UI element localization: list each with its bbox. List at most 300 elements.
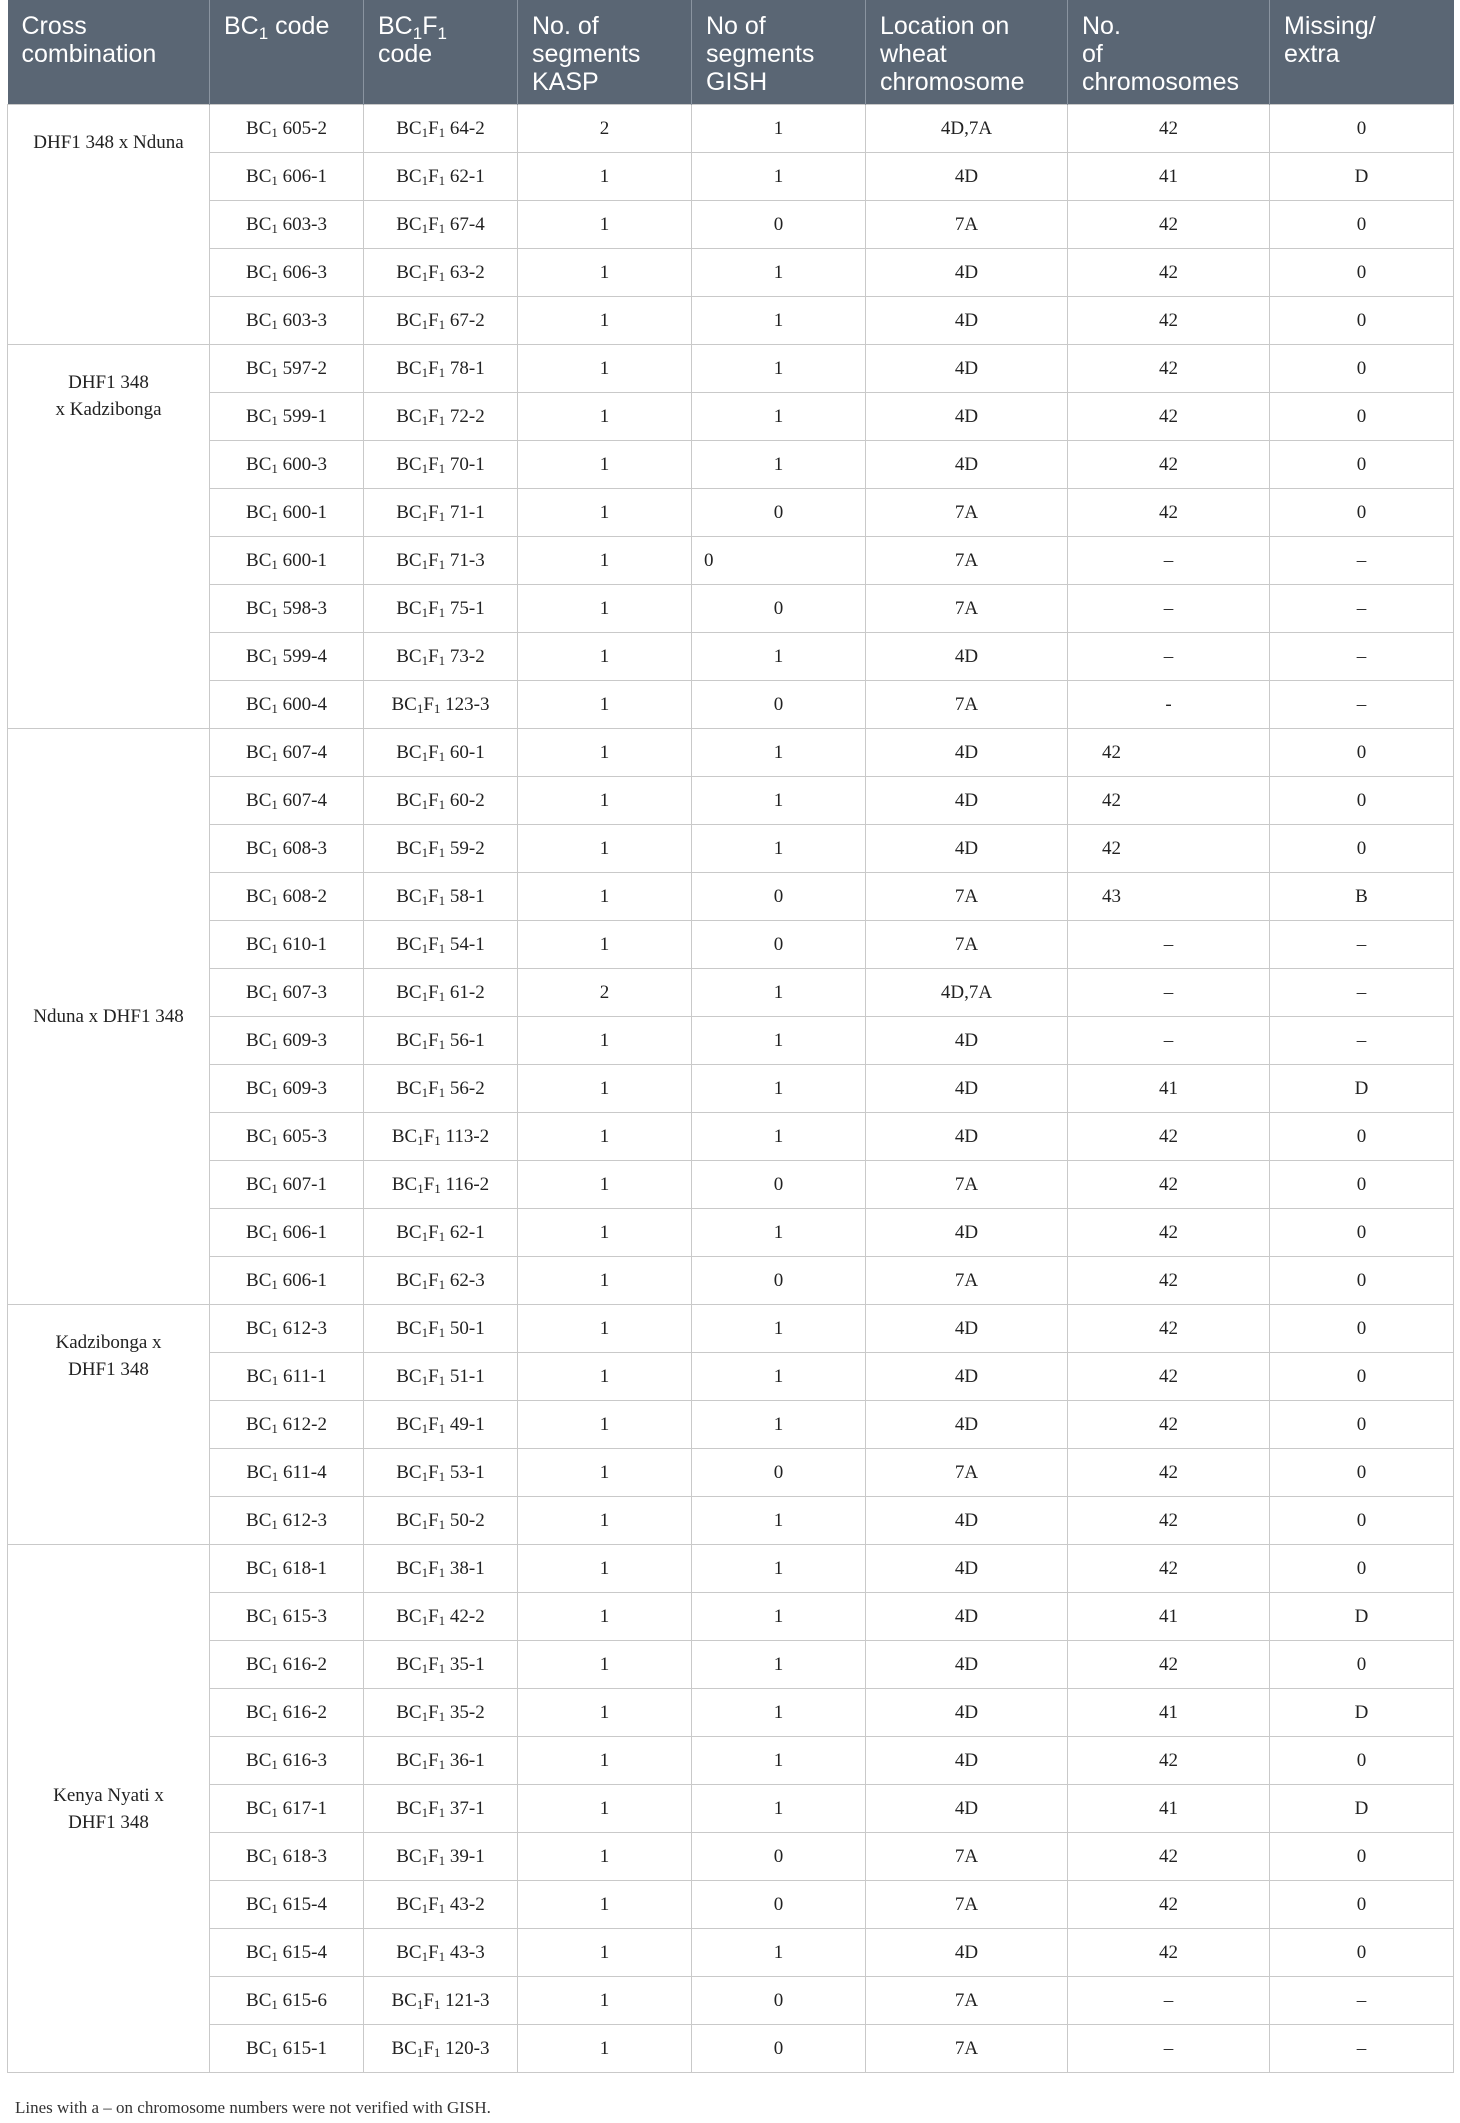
gish-segments-cell — [692, 153, 866, 201]
bc1-code-cell — [210, 777, 364, 825]
gish-segments-cell — [692, 393, 866, 441]
kasp-segments-value: 1 — [599, 213, 610, 235]
gish-segments-value: 1 — [773, 1557, 784, 1579]
missing-extra-value: 0 — [1356, 1653, 1367, 1675]
code-prefix: $BC_1F_1$ — [391, 693, 441, 716]
missing-extra-value: 0 — [1356, 741, 1367, 763]
bc1f1-code-cell — [364, 1161, 518, 1209]
chromosome-location-cell — [866, 441, 1068, 489]
chromosome-count-value: 42 — [1159, 1461, 1178, 1483]
gish-segments-value: 1 — [773, 453, 784, 475]
kasp-segments-cell — [518, 1017, 692, 1065]
code-prefix: $BC_1F_1$ — [396, 1941, 446, 1964]
bc1-code-value: 616-3 — [282, 1749, 327, 1771]
chromosome-count-value: 43 — [1102, 885, 1121, 907]
kasp-segments-cell — [518, 1641, 692, 1689]
kasp-segments-value: 1 — [599, 501, 610, 523]
gish-segments-value: 0 — [773, 597, 784, 619]
kasp-segments-value: 1 — [599, 165, 610, 187]
gish-segments-value: 0 — [773, 693, 784, 715]
bc1-code-cell — [210, 969, 364, 1017]
chromosome-count-value: – — [1163, 597, 1174, 619]
column-header: Cross combination — [8, 0, 210, 105]
kasp-segments-value: 1 — [599, 1029, 610, 1051]
chromosome-location-value: 4D — [954, 1317, 979, 1339]
bc1-code-value: 615-6 — [282, 1989, 327, 2011]
missing-extra-cell — [1270, 777, 1454, 825]
kasp-segments-cell — [518, 201, 692, 249]
chromosome-count-cell — [1068, 921, 1270, 969]
chromosome-count-cell — [1068, 1545, 1270, 1593]
chromosome-location-cell — [866, 1737, 1068, 1785]
table-row — [8, 1641, 1454, 1689]
bc1f1-code-value: 43-2 — [449, 1893, 485, 1915]
code-prefix: $BC_1F_1$ — [396, 597, 446, 620]
chromosome-location-value: 4D — [954, 1605, 979, 1627]
gish-segments-value: 1 — [773, 789, 784, 811]
code-prefix: $BC_1$ — [246, 1605, 278, 1628]
gish-segments-cell — [692, 825, 866, 873]
chromosome-count-cell — [1068, 1113, 1270, 1161]
chromosome-location-cell — [866, 633, 1068, 681]
bc1f1-code-value: 120-3 — [445, 2037, 490, 2059]
missing-extra-cell — [1270, 537, 1454, 585]
table-row — [8, 1065, 1454, 1113]
bc1f1-code-cell — [364, 297, 518, 345]
chromosome-count-value: 42 — [1102, 789, 1121, 811]
bc1-code-value: 598-3 — [282, 597, 327, 619]
chromosome-count-cell — [1068, 1833, 1270, 1881]
kasp-segments-value: 1 — [599, 1749, 610, 1771]
table-row — [8, 1689, 1454, 1737]
chromosome-count-cell — [1068, 585, 1270, 633]
gish-segments-cell — [692, 489, 866, 537]
bc1-code-value: 615-3 — [282, 1605, 327, 1627]
missing-extra-value: 0 — [1356, 1221, 1367, 1243]
bc1-code-cell — [210, 105, 364, 153]
gish-segments-value: 1 — [773, 1653, 784, 1675]
kasp-segments-cell — [518, 489, 692, 537]
code-prefix: $BC_1$ — [246, 1413, 278, 1436]
code-prefix: $BC_1F_1$ — [396, 789, 446, 812]
chromosome-count-cell — [1068, 1257, 1270, 1305]
missing-extra-value: 0 — [1356, 1269, 1367, 1291]
chromosome-location-cell — [866, 1545, 1068, 1593]
gish-segments-cell — [692, 1449, 866, 1497]
gish-segments-cell — [692, 1977, 866, 2025]
kasp-segments-cell — [518, 681, 692, 729]
bc1f1-code-value: 62-1 — [449, 1221, 485, 1243]
missing-extra-value: D — [1354, 1077, 1369, 1099]
gish-segments-value: 1 — [773, 117, 784, 139]
bc1-code-cell — [210, 1785, 364, 1833]
bc1f1-code-cell — [364, 1209, 518, 1257]
bc1-code-value: 606-1 — [282, 1269, 327, 1291]
bc1f1-code-value: 36-1 — [449, 1749, 485, 1771]
gish-segments-value: 0 — [773, 501, 784, 523]
code-prefix: $BC_1$ — [246, 981, 278, 1004]
chromosome-count-value: – — [1163, 1029, 1174, 1051]
cross-combination-line: DHF1 348 — [68, 1811, 149, 1833]
missing-extra-value: D — [1354, 1701, 1369, 1723]
bc1-code-value: 611-4 — [282, 1461, 327, 1483]
kasp-segments-cell — [518, 1545, 692, 1593]
bc1f1-code-cell — [364, 1401, 518, 1449]
bc1-code-cell — [210, 729, 364, 777]
bc1f1-code-value: 54-1 — [449, 933, 485, 955]
bc1-code-value: 605-3 — [282, 1125, 327, 1147]
code-prefix: $BC_1F_1$ — [396, 501, 446, 524]
missing-extra-value: – — [1356, 693, 1367, 715]
code-prefix: $BC_1F_1$ — [396, 1461, 446, 1484]
gish-segments-cell — [692, 1305, 866, 1353]
missing-extra-value: 0 — [1356, 453, 1367, 475]
table-row — [8, 1449, 1454, 1497]
chromosome-location-value: 4D — [954, 261, 979, 283]
chromosome-location-cell — [866, 153, 1068, 201]
bc1-code-value: 612-2 — [282, 1413, 327, 1435]
missing-extra-cell — [1270, 1113, 1454, 1161]
bc1-code-value: 616-2 — [282, 1701, 327, 1723]
chromosome-location-cell — [866, 825, 1068, 873]
code-prefix: $BC_1$ — [246, 1125, 278, 1148]
code-prefix: $BC_1F_1$ — [396, 1653, 446, 1676]
code-prefix: $BC_1$ — [246, 1269, 278, 1292]
chromosome-count-cell — [1068, 1161, 1270, 1209]
bc1-code-value: 607-4 — [282, 789, 327, 811]
chromosome-count-value: 42 — [1159, 1365, 1178, 1387]
table-row — [8, 1737, 1454, 1785]
gish-segments-cell — [692, 777, 866, 825]
gish-segments-value: 0 — [773, 1989, 784, 2011]
kasp-segments-cell — [518, 1065, 692, 1113]
gish-segments-cell — [692, 345, 866, 393]
table-row — [8, 1545, 1454, 1593]
gish-segments-value: 1 — [773, 741, 784, 763]
table-row — [8, 873, 1454, 921]
code-prefix: $BC_1$ — [246, 693, 278, 716]
chromosome-location-value: 4D — [954, 165, 979, 187]
gish-segments-cell — [692, 2025, 866, 2073]
missing-extra-value: – — [1356, 1989, 1367, 2011]
column-header: No of segments GISH — [692, 0, 866, 105]
bc1-code-value: 603-3 — [282, 213, 327, 235]
missing-extra-cell — [1270, 1257, 1454, 1305]
gish-segments-cell — [692, 1209, 866, 1257]
chromosome-location-value: 7A — [954, 2037, 979, 2059]
bc1-code-value: 600-4 — [282, 693, 327, 715]
missing-extra-value: 0 — [1356, 213, 1367, 235]
kasp-segments-cell — [518, 537, 692, 585]
missing-extra-value: – — [1356, 1029, 1367, 1051]
table-row — [8, 681, 1454, 729]
kasp-segments-value: 1 — [599, 405, 610, 427]
bc1f1-code-cell — [364, 1785, 518, 1833]
missing-extra-value: 0 — [1356, 1317, 1367, 1339]
code-prefix: $BC_1$ — [246, 1077, 278, 1100]
chromosome-count-cell — [1068, 1737, 1270, 1785]
kasp-segments-value: 1 — [599, 309, 610, 331]
chromosome-location-cell — [866, 1353, 1068, 1401]
bc1f1-code-value: 71-3 — [449, 549, 485, 571]
bc1f1-code-cell — [364, 681, 518, 729]
code-prefix: $BC_1F_1$ — [396, 1029, 446, 1052]
bc1f1-code-value: 61-2 — [449, 981, 485, 1003]
missing-extra-value: 0 — [1356, 1509, 1367, 1531]
chromosome-count-cell — [1068, 1065, 1270, 1113]
chromosome-location-value: 7A — [954, 885, 979, 907]
bc1-code-value: 609-3 — [282, 1029, 327, 1051]
code-prefix: $BC_1$ — [246, 1557, 278, 1580]
chromosome-location-cell — [866, 1785, 1068, 1833]
bc1f1-code-value: 56-1 — [449, 1029, 485, 1051]
code-prefix: $BC_1F_1$ — [391, 2037, 441, 2060]
bc1-code-value: 612-3 — [282, 1509, 327, 1531]
table-row — [8, 777, 1454, 825]
bc1f1-code-value: 75-1 — [449, 597, 485, 619]
code-prefix: $BC_1$ — [246, 933, 278, 956]
bc1f1-code-value: 50-1 — [449, 1317, 485, 1339]
bc1-code-value: 615-4 — [282, 1941, 327, 1963]
column-header: $BC_1F_1$ code — [364, 0, 518, 105]
chromosome-count-value: 42 — [1159, 1509, 1178, 1531]
gish-segments-value: 0 — [773, 1893, 784, 1915]
code-prefix: $BC_1$ — [246, 1989, 278, 2012]
bc1-code-cell — [210, 1833, 364, 1881]
bc1f1-code-value: 64-2 — [449, 117, 485, 139]
cross-combination-line: Nduna x DHF1 348 — [33, 1006, 184, 1027]
cross-combination-line: x Kadzibonga — [55, 399, 162, 420]
code-prefix: $BC_1$ — [246, 1221, 278, 1244]
kasp-segments-value: 1 — [599, 789, 610, 811]
chromosome-location-value: 4D — [954, 645, 979, 667]
code-prefix: $BC_1F_1$ — [396, 1269, 446, 1292]
chromosome-location-cell — [866, 1977, 1068, 2025]
chromosome-location-cell — [866, 1305, 1068, 1353]
missing-extra-cell — [1270, 297, 1454, 345]
chromosome-location-cell — [866, 393, 1068, 441]
missing-extra-cell — [1270, 249, 1454, 297]
kasp-segments-value: 1 — [599, 693, 610, 715]
kasp-segments-cell — [518, 1161, 692, 1209]
chromosome-count-value: 42 — [1159, 1941, 1178, 1963]
gish-segments-value: 1 — [773, 1365, 784, 1387]
gish-segments-cell — [692, 1785, 866, 1833]
gish-segments-value: 1 — [773, 1221, 784, 1243]
cross-combination-line: DHF1 348 — [68, 1359, 149, 1380]
bc1f1-code-cell — [364, 921, 518, 969]
chromosome-location-value: 7A — [954, 1269, 979, 1291]
kasp-segments-value: 1 — [599, 1605, 610, 1627]
chromosome-count-cell — [1068, 393, 1270, 441]
chromosome-location-cell — [866, 1689, 1068, 1737]
bc1-code-value: 605-2 — [282, 117, 327, 139]
chromosome-count-value: 42 — [1159, 501, 1178, 523]
gish-segments-cell — [692, 633, 866, 681]
chromosome-location-cell — [866, 489, 1068, 537]
chromosome-count-value: 42 — [1159, 1749, 1178, 1771]
bc1f1-code-value: 53-1 — [449, 1461, 485, 1483]
gish-segments-value: 1 — [773, 1749, 784, 1771]
chromosome-count-cell — [1068, 633, 1270, 681]
bc1-code-cell — [210, 1353, 364, 1401]
missing-extra-cell — [1270, 1449, 1454, 1497]
bc1f1-code-value: 49-1 — [449, 1413, 485, 1435]
missing-extra-cell — [1270, 1929, 1454, 1977]
missing-extra-cell — [1270, 1209, 1454, 1257]
table-row — [8, 1353, 1454, 1401]
chromosome-count-value: 42 — [1159, 1269, 1178, 1291]
chromosome-location-cell — [866, 249, 1068, 297]
code-prefix: $BC_1$ — [246, 213, 278, 236]
table-row — [8, 633, 1454, 681]
kasp-segments-cell — [518, 1689, 692, 1737]
gish-segments-value: 1 — [773, 981, 784, 1003]
chromosome-location-value: 4D — [954, 1413, 979, 1435]
bc1-code-cell — [210, 585, 364, 633]
gish-segments-value: 1 — [773, 1701, 784, 1723]
missing-extra-value: 0 — [1356, 1557, 1367, 1579]
chromosome-location-value: 7A — [954, 1989, 979, 2011]
kasp-segments-cell — [518, 297, 692, 345]
gish-segments-value: 0 — [773, 2037, 784, 2059]
kasp-segments-value: 1 — [599, 1365, 610, 1387]
kasp-segments-cell — [518, 585, 692, 633]
gish-segments-cell — [692, 681, 866, 729]
missing-extra-cell — [1270, 393, 1454, 441]
cross-combination-cell — [8, 105, 210, 345]
chromosome-count-value: 42 — [1159, 1845, 1178, 1867]
missing-extra-cell — [1270, 153, 1454, 201]
chromosome-count-value: – — [1163, 2037, 1174, 2059]
bc1f1-code-value: 78-1 — [449, 357, 485, 379]
chromosome-count-value: 42 — [1159, 357, 1178, 379]
kasp-segments-value: 1 — [599, 261, 610, 283]
code-prefix: $BC_1F_1$ — [396, 933, 446, 956]
missing-extra-value: – — [1356, 645, 1367, 667]
gish-segments-value: 1 — [773, 837, 784, 859]
code-prefix: $BC_1$ — [246, 357, 278, 380]
kasp-segments-value: 1 — [599, 1509, 610, 1531]
missing-extra-cell — [1270, 489, 1454, 537]
bc1f1-code-value: 72-2 — [449, 405, 485, 427]
missing-extra-cell — [1270, 1593, 1454, 1641]
gish-segments-value: 1 — [773, 357, 784, 379]
code-prefix: $BC_1$ — [246, 309, 278, 332]
kasp-segments-value: 1 — [599, 1797, 610, 1819]
gish-segments-value: 1 — [773, 1317, 784, 1339]
table-row — [8, 2025, 1454, 2073]
chromosome-count-cell — [1068, 1305, 1270, 1353]
missing-extra-cell — [1270, 2025, 1454, 2073]
missing-extra-cell — [1270, 201, 1454, 249]
chromosome-location-value: 7A — [954, 597, 979, 619]
table-row — [8, 1113, 1454, 1161]
bc1-code-cell — [210, 873, 364, 921]
chromosome-location-cell — [866, 537, 1068, 585]
bc1f1-code-value: 63-2 — [449, 261, 485, 283]
bc1f1-code-value: 37-1 — [449, 1797, 485, 1819]
table-row — [8, 201, 1454, 249]
chromosome-count-cell — [1068, 1353, 1270, 1401]
missing-extra-cell — [1270, 345, 1454, 393]
chromosome-count-value: 42 — [1159, 213, 1178, 235]
gish-segments-cell — [692, 441, 866, 489]
chromosome-count-cell — [1068, 729, 1270, 777]
bc1f1-code-value: 39-1 — [449, 1845, 485, 1867]
gish-segments-cell — [692, 105, 866, 153]
code-prefix: $BC_1$ — [246, 117, 278, 140]
chromosome-count-cell — [1068, 1209, 1270, 1257]
missing-extra-cell — [1270, 633, 1454, 681]
missing-extra-cell — [1270, 1353, 1454, 1401]
bc1-code-value: 607-1 — [282, 1173, 327, 1195]
code-prefix: $BC_1F_1$ — [396, 1077, 446, 1100]
code-prefix: $BC_1F_1$ — [396, 645, 446, 668]
kasp-segments-cell — [518, 345, 692, 393]
chromosome-count-cell — [1068, 825, 1270, 873]
bc1f1-code-value: 121-3 — [445, 1989, 490, 2011]
gish-segments-cell — [692, 1641, 866, 1689]
table-body — [8, 105, 1454, 2073]
kasp-segments-value: 1 — [599, 1893, 610, 1915]
chromosome-count-value: 42 — [1159, 1653, 1178, 1675]
chromosome-location-cell — [866, 1881, 1068, 1929]
gish-segments-value: 1 — [773, 1941, 784, 1963]
cross-combination-cell — [8, 1545, 210, 2073]
gish-segments-cell — [692, 585, 866, 633]
table-row — [8, 1881, 1454, 1929]
chromosome-location-cell — [866, 1497, 1068, 1545]
gish-segments-cell — [692, 1257, 866, 1305]
chromosome-location-cell — [866, 777, 1068, 825]
bc1-code-value: 600-1 — [282, 501, 327, 523]
code-prefix: $BC_1$ — [246, 1317, 278, 1340]
chromosome-count-cell — [1068, 345, 1270, 393]
bc1-code-cell — [210, 1881, 364, 1929]
chromosome-count-cell — [1068, 153, 1270, 201]
gish-segments-value: 0 — [773, 933, 784, 955]
gish-segments-value: 0 — [773, 213, 784, 235]
chromosome-count-value: 42 — [1159, 309, 1178, 331]
code-prefix: $BC_1F_1$ — [396, 1509, 446, 1532]
bc1f1-code-value: 62-1 — [449, 165, 485, 187]
chromosome-location-value: 4D — [954, 357, 979, 379]
chromosome-count-value: 42 — [1159, 1173, 1178, 1195]
bc1-code-cell — [210, 489, 364, 537]
code-prefix: $BC_1F_1$ — [396, 1317, 446, 1340]
chromosome-location-cell — [866, 873, 1068, 921]
missing-extra-value: 0 — [1356, 261, 1367, 283]
code-prefix: $BC_1$ — [246, 597, 278, 620]
chromosome-count-cell — [1068, 681, 1270, 729]
kasp-segments-value: 1 — [599, 357, 610, 379]
gish-segments-cell — [692, 873, 866, 921]
bc1-code-value: 606-3 — [282, 261, 327, 283]
chromosome-location-cell — [866, 969, 1068, 1017]
chromosome-location-value: 4D — [954, 1749, 979, 1771]
chromosome-count-cell — [1068, 249, 1270, 297]
gish-segments-cell — [692, 1929, 866, 1977]
bc1f1-code-value: 50-2 — [449, 1509, 485, 1531]
kasp-segments-value: 1 — [599, 1701, 610, 1723]
bc1f1-code-cell — [364, 1497, 518, 1545]
bc1-code-cell — [210, 393, 364, 441]
bc1-code-value: 610-1 — [282, 933, 327, 955]
chromosome-count-cell — [1068, 1977, 1270, 2025]
code-prefix: $BC_1F_1$ — [396, 1749, 446, 1772]
code-prefix: $BC_1$ — [246, 1173, 278, 1196]
